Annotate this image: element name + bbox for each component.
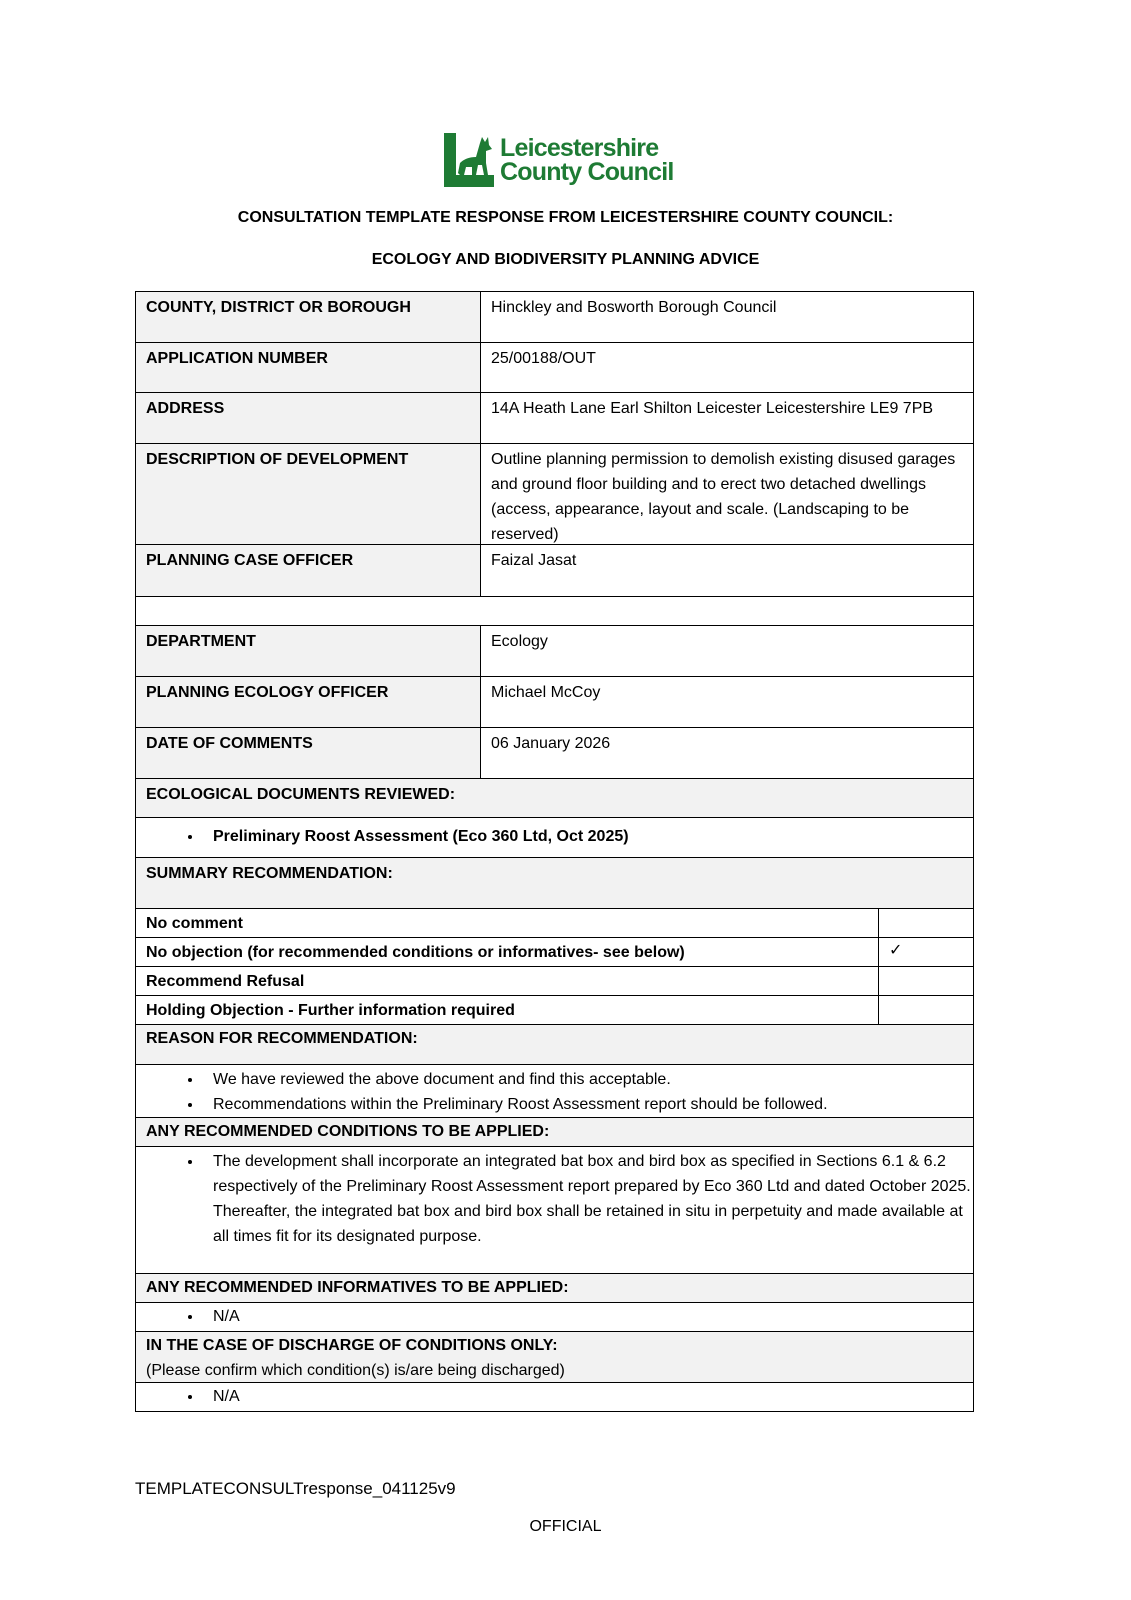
page-subtitle: ECOLOGY AND BIODIVERSITY PLANNING ADVICE — [371, 251, 760, 268]
logo-text-line2: County Council — [500, 158, 674, 186]
option-label: Holding Objection - Further information required — [135, 995, 879, 1025]
docs-list — [135, 817, 974, 858]
conditions-heading: ANY RECOMMENDED CONDITIONS TO BE APPLIED: — [135, 1117, 974, 1147]
field-label: COUNTY, DISTRICT OR BOROUGH — [135, 291, 481, 343]
option-label: Recommend Refusal — [135, 966, 879, 996]
spacer-row — [135, 596, 974, 626]
field-value: 25/00188/OUT — [480, 342, 974, 393]
field-label: PLANNING CASE OFFICER — [135, 544, 481, 597]
option-check[interactable] — [878, 995, 974, 1025]
summary-heading: SUMMARY RECOMMENDATION: — [135, 857, 974, 909]
list-item: • N/A — [203, 1304, 973, 1329]
option-check[interactable] — [878, 908, 974, 938]
field-label: PLANNING ECOLOGY OFFICER — [135, 676, 481, 728]
discharge-list — [135, 1382, 974, 1412]
field-value: Ecology — [480, 625, 974, 677]
list-item: • N/A — [203, 1384, 973, 1409]
fox-logo-icon — [444, 133, 496, 187]
field-label: ADDRESS — [135, 392, 481, 444]
reasons-list — [135, 1064, 974, 1118]
field-value: Michael McCoy — [480, 676, 974, 728]
council-logo — [444, 133, 674, 187]
reason-heading: REASON FOR RECOMMENDATION: — [135, 1024, 974, 1065]
discharge-heading-cell — [135, 1331, 974, 1383]
field-value: Hinckley and Bosworth Borough Council — [480, 291, 974, 343]
conditions-list — [135, 1146, 974, 1274]
docs-heading: ECOLOGICAL DOCUMENTS REVIEWED: — [135, 778, 974, 818]
field-value: 06 January 2026 — [480, 727, 974, 779]
field-value: Outline planning permission to demolish existing disused garages and ground floor building and to erect two detached dwellings (access, appearance, layout and scale. (Landscaping to be reserved) — [480, 443, 974, 545]
option-check[interactable] — [878, 966, 974, 996]
field-label: DATE OF COMMENTS — [135, 727, 481, 779]
option-check[interactable]: ✓ — [878, 937, 974, 967]
classification-label: OFFICIAL — [529, 1518, 602, 1535]
list-item: • Recommendations within the Preliminary Roost Assessment report should be followed. — [203, 1092, 973, 1117]
option-label: No objection (for recommended conditions or informatives- see below) — [135, 937, 879, 967]
discharge-note: (Please confirm which condition(s) is/are being discharged) — [146, 1362, 565, 1379]
field-value: 14A Heath Lane Earl Shilton Leicester Leicestershire LE9 7PB — [480, 392, 974, 444]
logo-text-line1: Leicestershire — [500, 134, 659, 162]
list-item: • We have reviewed the above document and find this acceptable. — [203, 1067, 973, 1092]
page-title: CONSULTATION TEMPLATE RESPONSE FROM LEICESTERSHIRE COUNTY COUNCIL: — [237, 209, 894, 226]
field-label: DESCRIPTION OF DEVELOPMENT — [135, 443, 481, 545]
template-reference: TEMPLATECONSULTresponse_041125v9 — [135, 1479, 456, 1498]
discharge-heading: IN THE CASE OF DISCHARGE OF CONDITIONS ONLY: — [146, 1337, 558, 1354]
field-label: DEPARTMENT — [135, 625, 481, 677]
field-label: APPLICATION NUMBER — [135, 342, 481, 393]
option-label: No comment — [135, 908, 879, 938]
field-value: Faizal Jasat — [480, 544, 974, 597]
list-item: • The development shall incorporate an integrated bat box and bird box as specified in Sections 6.1 & 6.2 respectively of the Preliminary Roost Assessment report prepared by Eco 360 Ltd and dated October 2025. Thereafter, the integrated bat box and bird box shall be retained in situ in perpetuity and made available at all times fit for its designated purpose. — [203, 1149, 973, 1249]
list-item: • Preliminary Roost Assessment (Eco 360 Ltd, Oct 2025) — [203, 824, 973, 849]
informatives-list — [135, 1302, 974, 1332]
informatives-heading: ANY RECOMMENDED INFORMATIVES TO BE APPLIED: — [135, 1273, 974, 1303]
